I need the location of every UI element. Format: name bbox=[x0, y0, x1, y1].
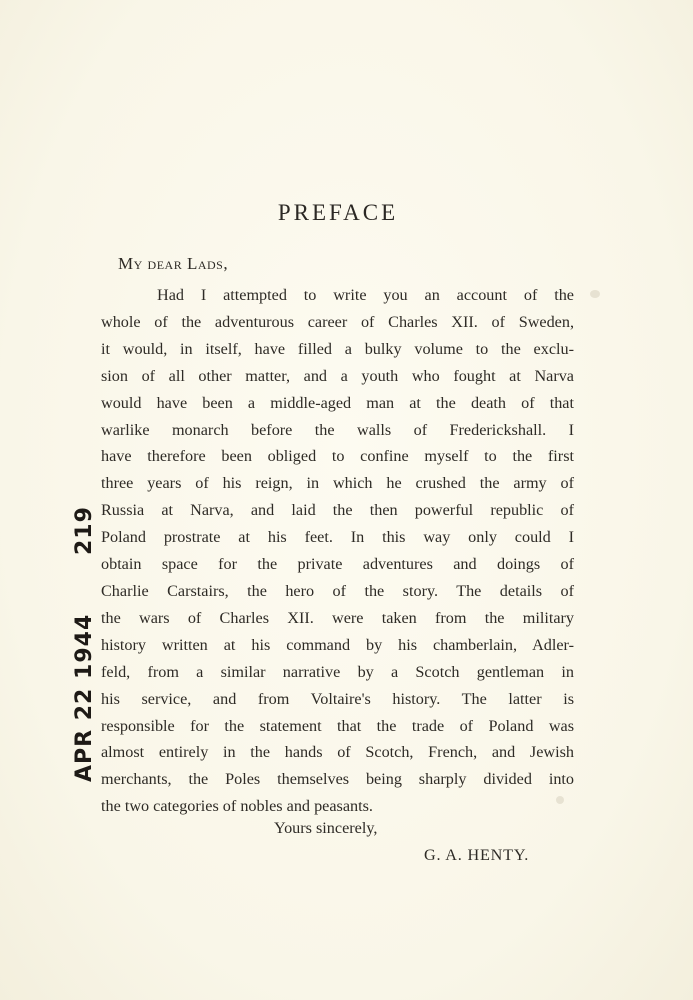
library-stamp-date: APR 22 1944 bbox=[72, 613, 97, 782]
paragraph-line: sion of all other matter, and a youth who fought at Narva bbox=[101, 366, 574, 385]
paragraph-line: Charlie Carstairs, the hero of the story. The details of bbox=[101, 581, 574, 600]
signature: G. A. HENTY. bbox=[424, 846, 530, 864]
paragraph-line: whole of the adventurous career of Charles XII. of Sweden, bbox=[101, 312, 574, 331]
paragraph-line: have therefore been obliged to confine myself to the first bbox=[101, 447, 574, 466]
paragraph-line: warlike monarch before the walls of Frederickshall. I bbox=[101, 420, 574, 439]
paragraph-line: Russia at Narva, and laid the then powerful republic of bbox=[101, 501, 574, 520]
paragraph-line: merchants, the Poles themselves being sharply divided into bbox=[101, 770, 574, 789]
salutation: My dear Lads, bbox=[118, 254, 229, 273]
page-title: PREFACE bbox=[277, 200, 399, 225]
preface-paragraph bbox=[101, 282, 574, 820]
paragraph-line: almost entirely in the hands of Scotch, French, and Jewish bbox=[101, 743, 574, 762]
paragraph-line: feld, from a similar narrative by a Scotch gentleman in bbox=[101, 662, 574, 681]
closing: Yours sincerely, bbox=[274, 819, 378, 837]
paragraph-line: obtain space for the private adventures and doings of bbox=[101, 555, 574, 574]
paragraph-line: would have been a middle-aged man at the death of that bbox=[101, 393, 574, 412]
paragraph-line: the two categories of nobles and peasants. bbox=[101, 797, 373, 816]
paragraph-line: his service, and from Voltaire's history. The latter is bbox=[101, 689, 574, 708]
paragraph-line: responsible for the statement that the trade of Poland was bbox=[101, 716, 574, 735]
paragraph-line: the wars of Charles XII. were taken from the military bbox=[101, 608, 574, 627]
paragraph-line: history written at his command by his chamberlain, Adler- bbox=[101, 635, 574, 654]
paragraph-line: Had I attempted to write you an account of the bbox=[157, 286, 574, 304]
paragraph-line: it would, in itself, have filled a bulky volume to the exclu- bbox=[101, 339, 574, 358]
library-stamp-number: 219 bbox=[72, 506, 97, 555]
paper-spot bbox=[590, 290, 600, 298]
paragraph-line: Poland prostrate at his feet. In this way only could I bbox=[101, 528, 574, 547]
paragraph-line: three years of his reign, in which he crushed the army of bbox=[101, 474, 574, 493]
